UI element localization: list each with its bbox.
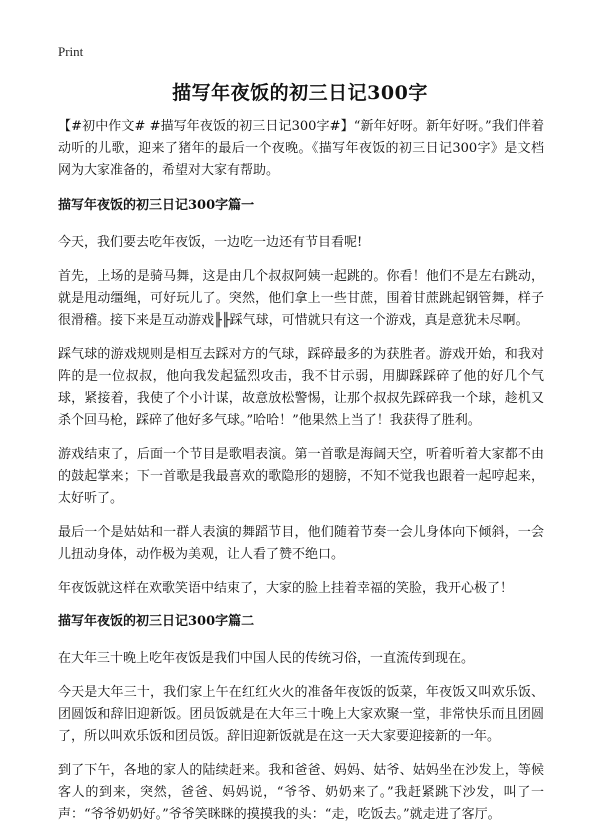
paragraph: 今天，我们要去吃年夜饭，一边吃一边还有节目看呢! — [58, 235, 363, 250]
paragraph: 年夜饭就这样在欢歌笑语中结束了，大家的脸上挂着幸福的笑脸，我开心极了！ — [58, 581, 514, 596]
article-body — [58, 116, 544, 826]
paragraph: 踩气球的游戏规则是相互去踩对方的气球，踩碎最多的为获胜者。游戏开始，和我对阵的是一位叔叔，他向我发起猛烈攻击，我不甘示弱，用脚踩踩碎了他的好几个气球，紧接着，我使了个小计谋，故意放松警惕，让那个叔叔先踩碎我一个球，趁机又杀个回马枪，踩碎了他好多气球。”哈哈！”他果然上当了！我获得了胜利。 — [58, 347, 544, 428]
paragraph: 最后一个是姑姑和一群人表演的舞蹈节目，他们随着节奏一会儿身体向下倾斜，一会儿扭动身体，动作极为美观，让人看了赞不绝口。 — [58, 525, 544, 562]
paragraph: 首先，上场的是骑马舞，这是由几个叔叔阿姨一起跳的。你看！他们不是左右跳动，就是甩动缰绳，可好玩儿了。突然，他们拿上一些甘蔗，围着甘蔗跳起钢管舞，样子很滑稽。接下来是互动游戏╟╟踩气球，可惜就只有这一个游戏，真是意犹未尽啊。 — [58, 269, 544, 328]
section-heading-2: 描写年夜饭的初三日记300字篇二 — [58, 614, 255, 629]
intro-paragraph: 【#初中作文# #描写年夜饭的初三日记300字#】“新年好呀。新年好呀。”我们伴着动听的儿歌，迎来了猪年的最后一个夜晚。《描写年夜饭的初三日记300字》是文档网为大家准备的，希望对大家有帮助。 — [58, 119, 544, 178]
paragraph: 今天是大年三十，我们家上午在红红火火的准备年夜饭的饭菜，年夜饭又叫欢乐饭、团圆饭和辞旧迎新饭。团员饭就是在大年三十晚上大家欢聚一堂，非常快乐而且团圆了，所以叫欢乐饭和团员饭。辞旧迎新饭就是在这一天大家要迎接新的一年。 — [58, 685, 544, 744]
paragraph: 在大年三十晚上吃年夜饭是我们中国人民的传统习俗，一直流传到现在。 — [58, 651, 475, 666]
page-title: 描写年夜饭的初三日记300字 — [172, 82, 428, 104]
paragraph: 到了下午，各地的家人的陆续赶来。我和爸爸、妈妈、姑爷、姑妈坐在沙发上，等候客人的到来，突然，爸爸、妈妈说，“爷爷、奶奶来了。”我赶紧跳下沙发，叫了一声：“爷爷奶奶好。”爷爷笑眯眯的摸摸我的头：“走，吃饭去。”就走进了客厅。 — [58, 763, 544, 822]
print-link[interactable]: Print — [58, 44, 84, 59]
paragraph: 游戏结束了，后面一个节目是歌唱表演。第一首歌是海阔天空，听着听着大家都不由的鼓起掌来；下一首歌是我最喜欢的歌隐形的翅膀，不知不觉我也跟着一起哼起来，太好听了。 — [58, 447, 544, 506]
section-heading-1: 描写年夜饭的初三日记300字篇一 — [58, 198, 255, 213]
